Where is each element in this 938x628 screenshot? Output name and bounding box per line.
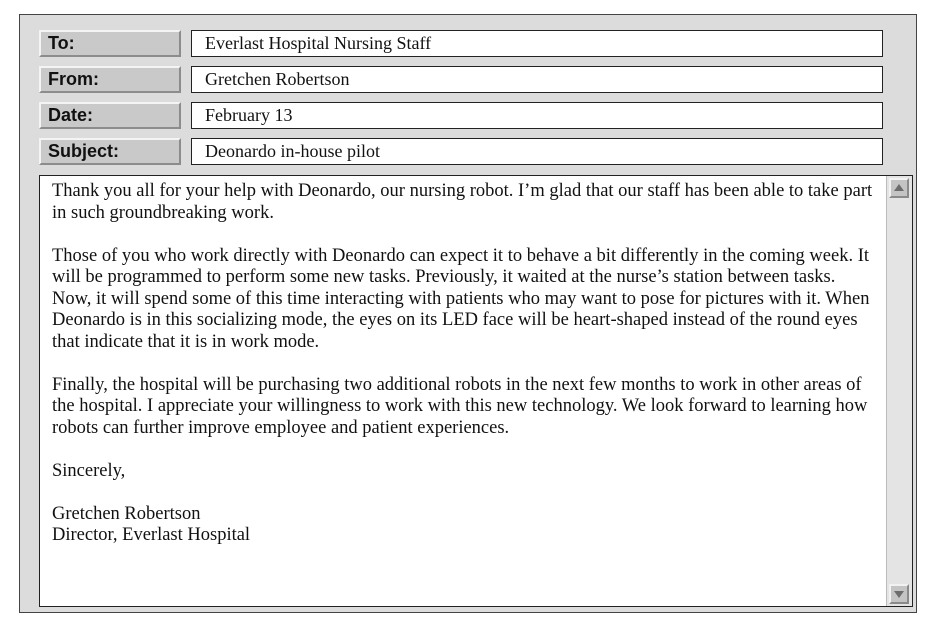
from-field[interactable]: Gretchen Robertson	[191, 66, 883, 93]
scroll-down-button[interactable]	[889, 584, 909, 604]
message-body[interactable]	[39, 175, 913, 607]
from-row	[20, 66, 916, 93]
scroll-up-button[interactable]	[889, 178, 909, 198]
signature-name: Gretchen Robertson	[52, 503, 201, 524]
message-text	[52, 181, 874, 547]
subject-row	[20, 138, 916, 165]
signature-title: Director, Everlast Hospital	[52, 525, 251, 545]
to-label: To:	[39, 30, 181, 57]
date-row	[20, 102, 916, 129]
email-window	[19, 14, 917, 613]
date-label: Date:	[39, 102, 181, 129]
to-row	[20, 30, 916, 57]
scroll-up-arrow-icon	[894, 184, 904, 191]
closing-salutation: Sincerely,	[52, 460, 126, 481]
paragraph-behavior: Those of you who work directly with Deonardo can expect it to behave a bit differently in the coming week. It will be programmed to perform some new tasks. Previously, it waited at the nurse’s station between tasks. Now, it will spend some of this time interacting with patients who may want to pose for pictures with it. When Deonardo is in this socializing mode, the eyes on its LED face will be heart-shaped instead of the round eyes that indicate that it is in work mode.	[52, 245, 870, 352]
to-field[interactable]: Everlast Hospital Nursing Staff	[191, 30, 883, 57]
date-field[interactable]: February 13	[191, 102, 883, 129]
scroll-down-arrow-icon	[894, 591, 904, 598]
subject-field[interactable]: Deonardo in-house pilot	[191, 138, 883, 165]
paragraph-thanks: Thank you all for your help with Deonardo, our nursing robot. I’m glad that our staff has been able to take part in such groundbreaking work.	[52, 181, 873, 223]
paragraph-purchase: Finally, the hospital will be purchasing two additional robots in the next few months to work in other areas of the hospital. I appreciate your willingness to work with this new technology. We look forward to learning how robots can further improve employee and patient experiences.	[52, 374, 868, 438]
vertical-scrollbar[interactable]	[886, 176, 912, 606]
subject-label: Subject:	[39, 138, 181, 165]
from-label: From:	[39, 66, 181, 93]
